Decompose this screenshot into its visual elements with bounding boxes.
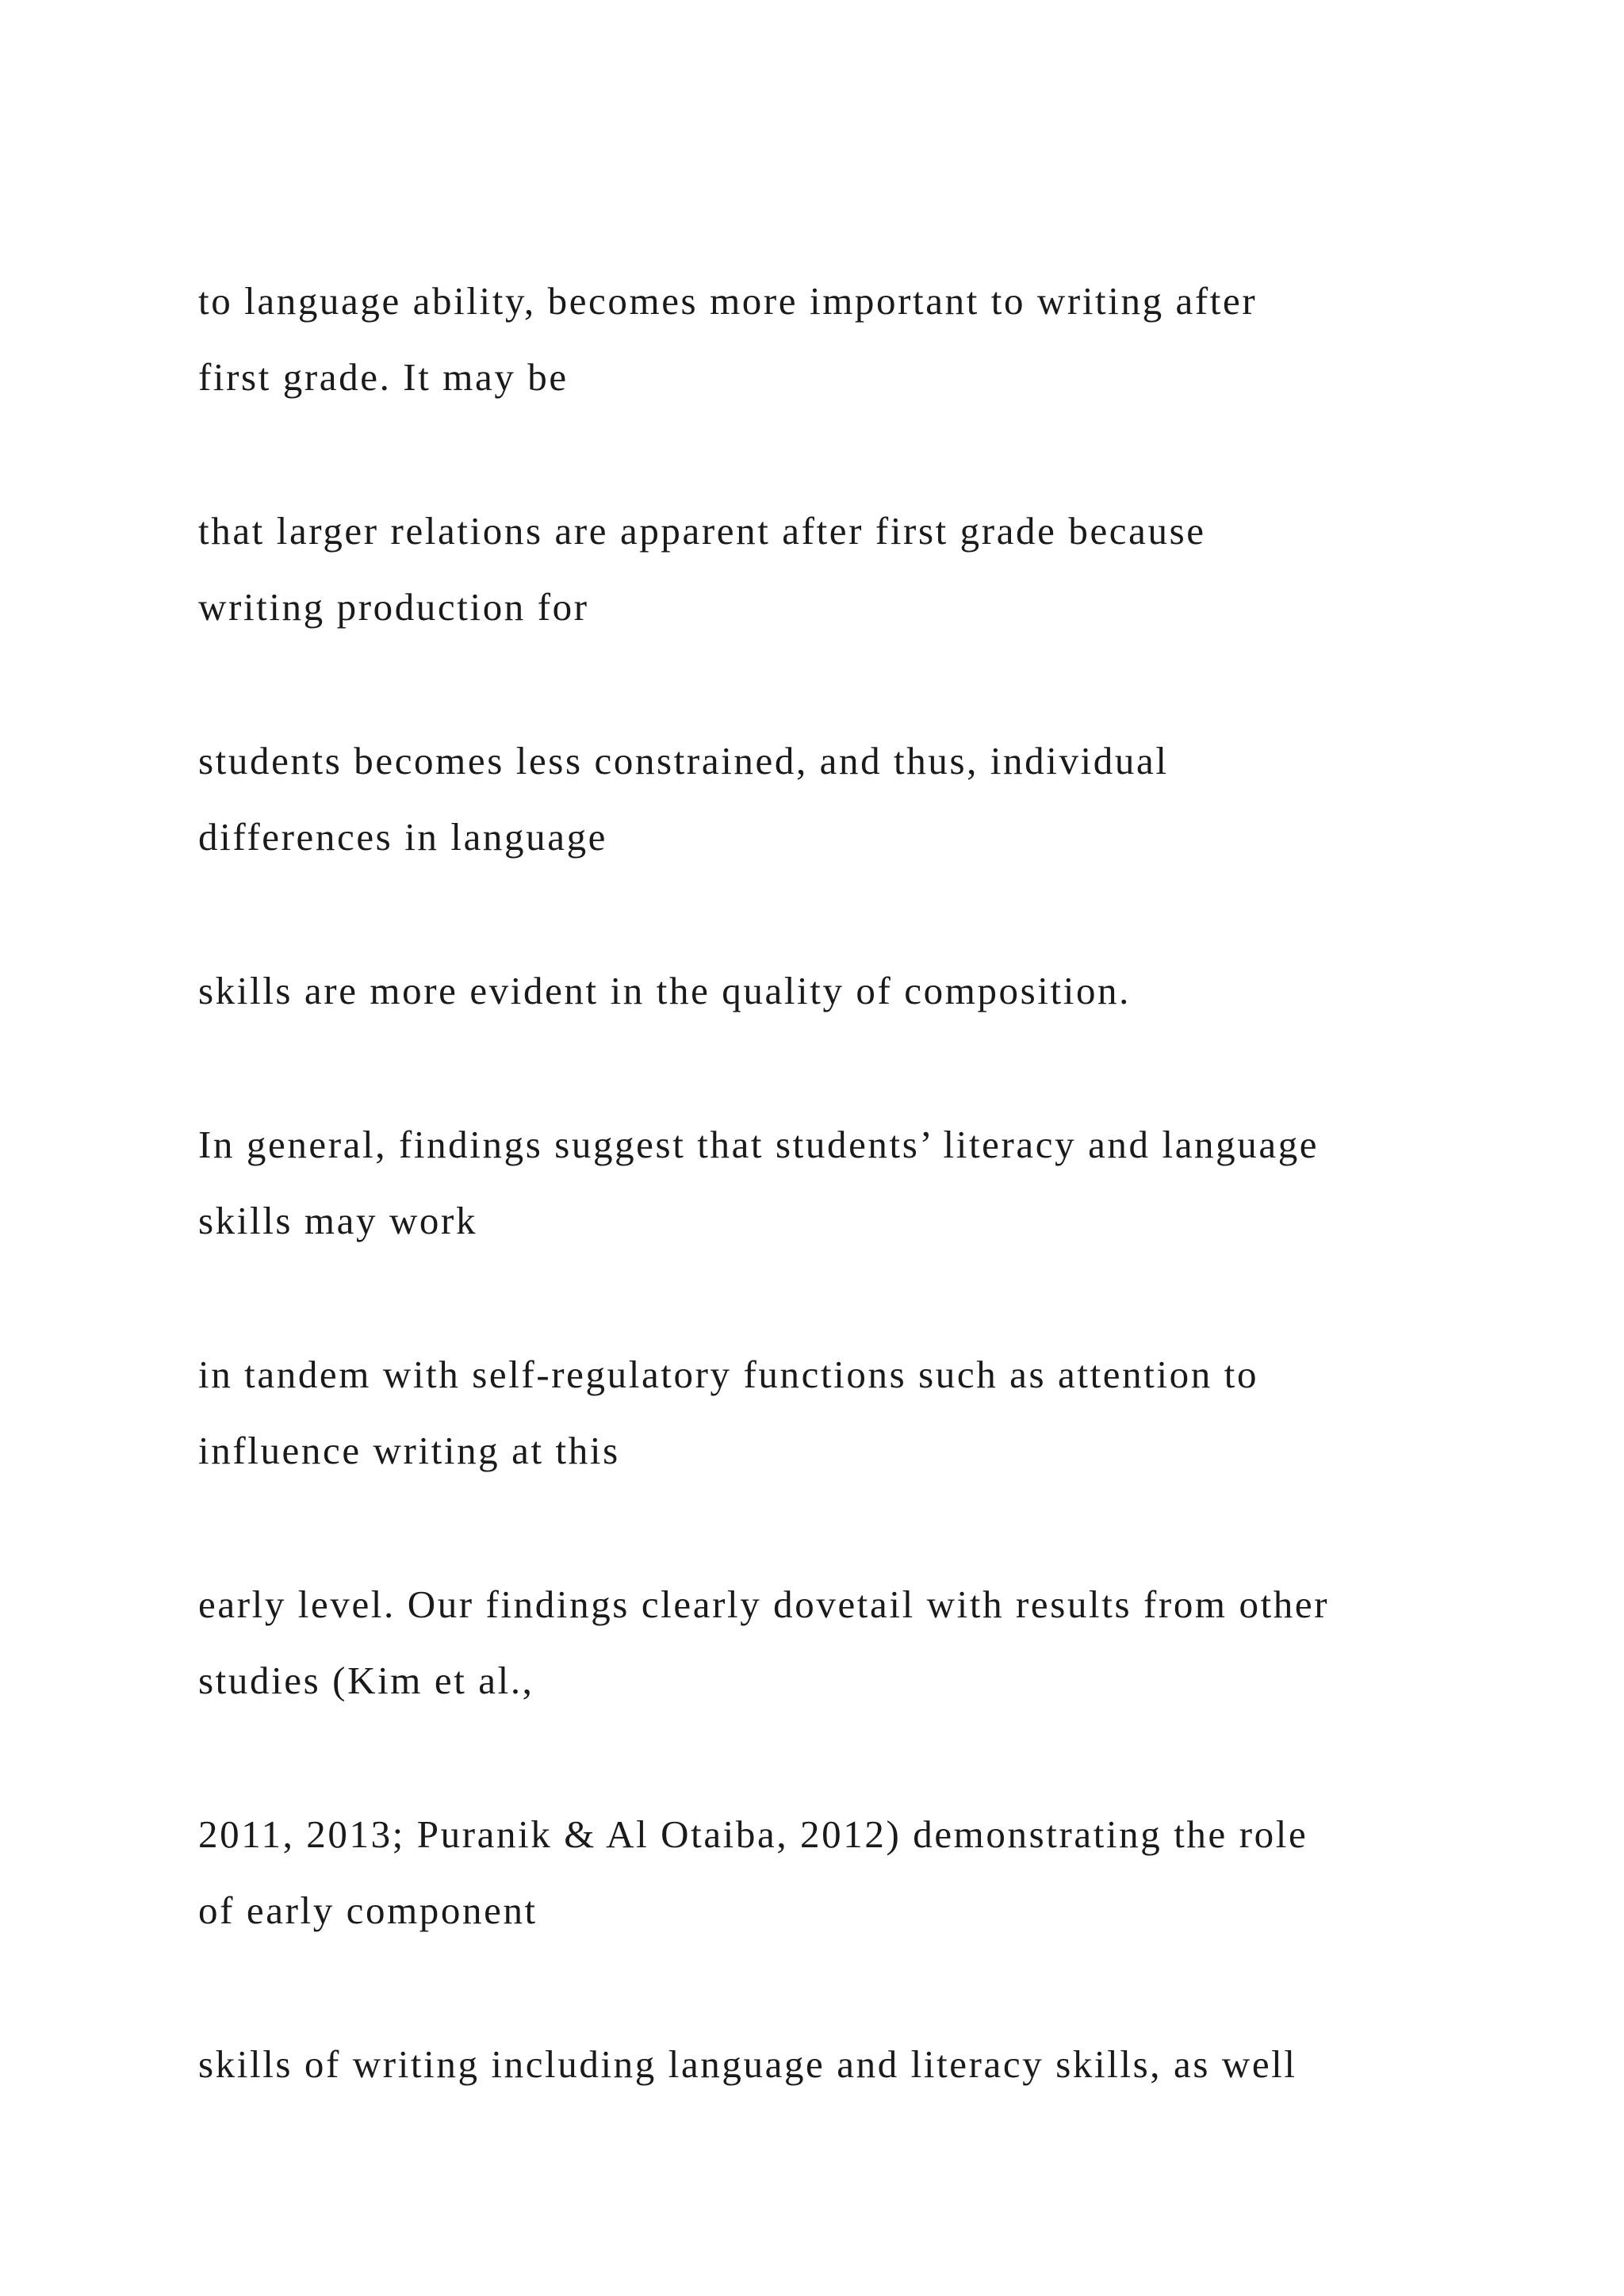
- text-line: 2011, 2013; Puranik & Al Otaiba, 2012) demonstrating the role: [198, 1812, 1308, 1856]
- text-line: skills of writing including language and literacy skills, as well: [198, 2042, 1297, 2086]
- text-line: of early component: [198, 1888, 538, 1932]
- text-line: skills may work: [198, 1199, 478, 1242]
- text-line: skills are more evident in the quality of composition.: [198, 969, 1132, 1012]
- paragraph-7: [198, 1567, 1507, 1719]
- paragraph-8: [198, 1797, 1507, 1949]
- text-line: influence writing at this: [198, 1429, 620, 1472]
- paragraph-6: [198, 1337, 1507, 1489]
- text-line: that larger relations are apparent after first grade because: [198, 509, 1206, 553]
- text-line: studies (Kim et al.,: [198, 1659, 534, 1702]
- text-line: writing production for: [198, 585, 589, 629]
- paragraph-1: [198, 263, 1507, 415]
- paragraph-4: [198, 953, 1507, 1029]
- text-line: in tandem with self-regulatory functions such as attention to: [198, 1353, 1259, 1396]
- text-line: to language ability, becomes more important to writing after: [198, 279, 1258, 323]
- paragraph-9: [198, 2026, 1507, 2103]
- text-line: early level. Our findings clearly dovetail with results from other: [198, 1582, 1330, 1626]
- text-line: In general, findings suggest that students’ literacy and language: [198, 1123, 1320, 1166]
- text-line: first grade. It may be: [198, 355, 569, 399]
- text-line: differences in language: [198, 815, 608, 859]
- paragraph-5: [198, 1107, 1507, 1259]
- text-line: students becomes less constrained, and thus, individual: [198, 739, 1169, 783]
- paragraph-3: [198, 723, 1507, 875]
- paragraph-2: [198, 493, 1507, 645]
